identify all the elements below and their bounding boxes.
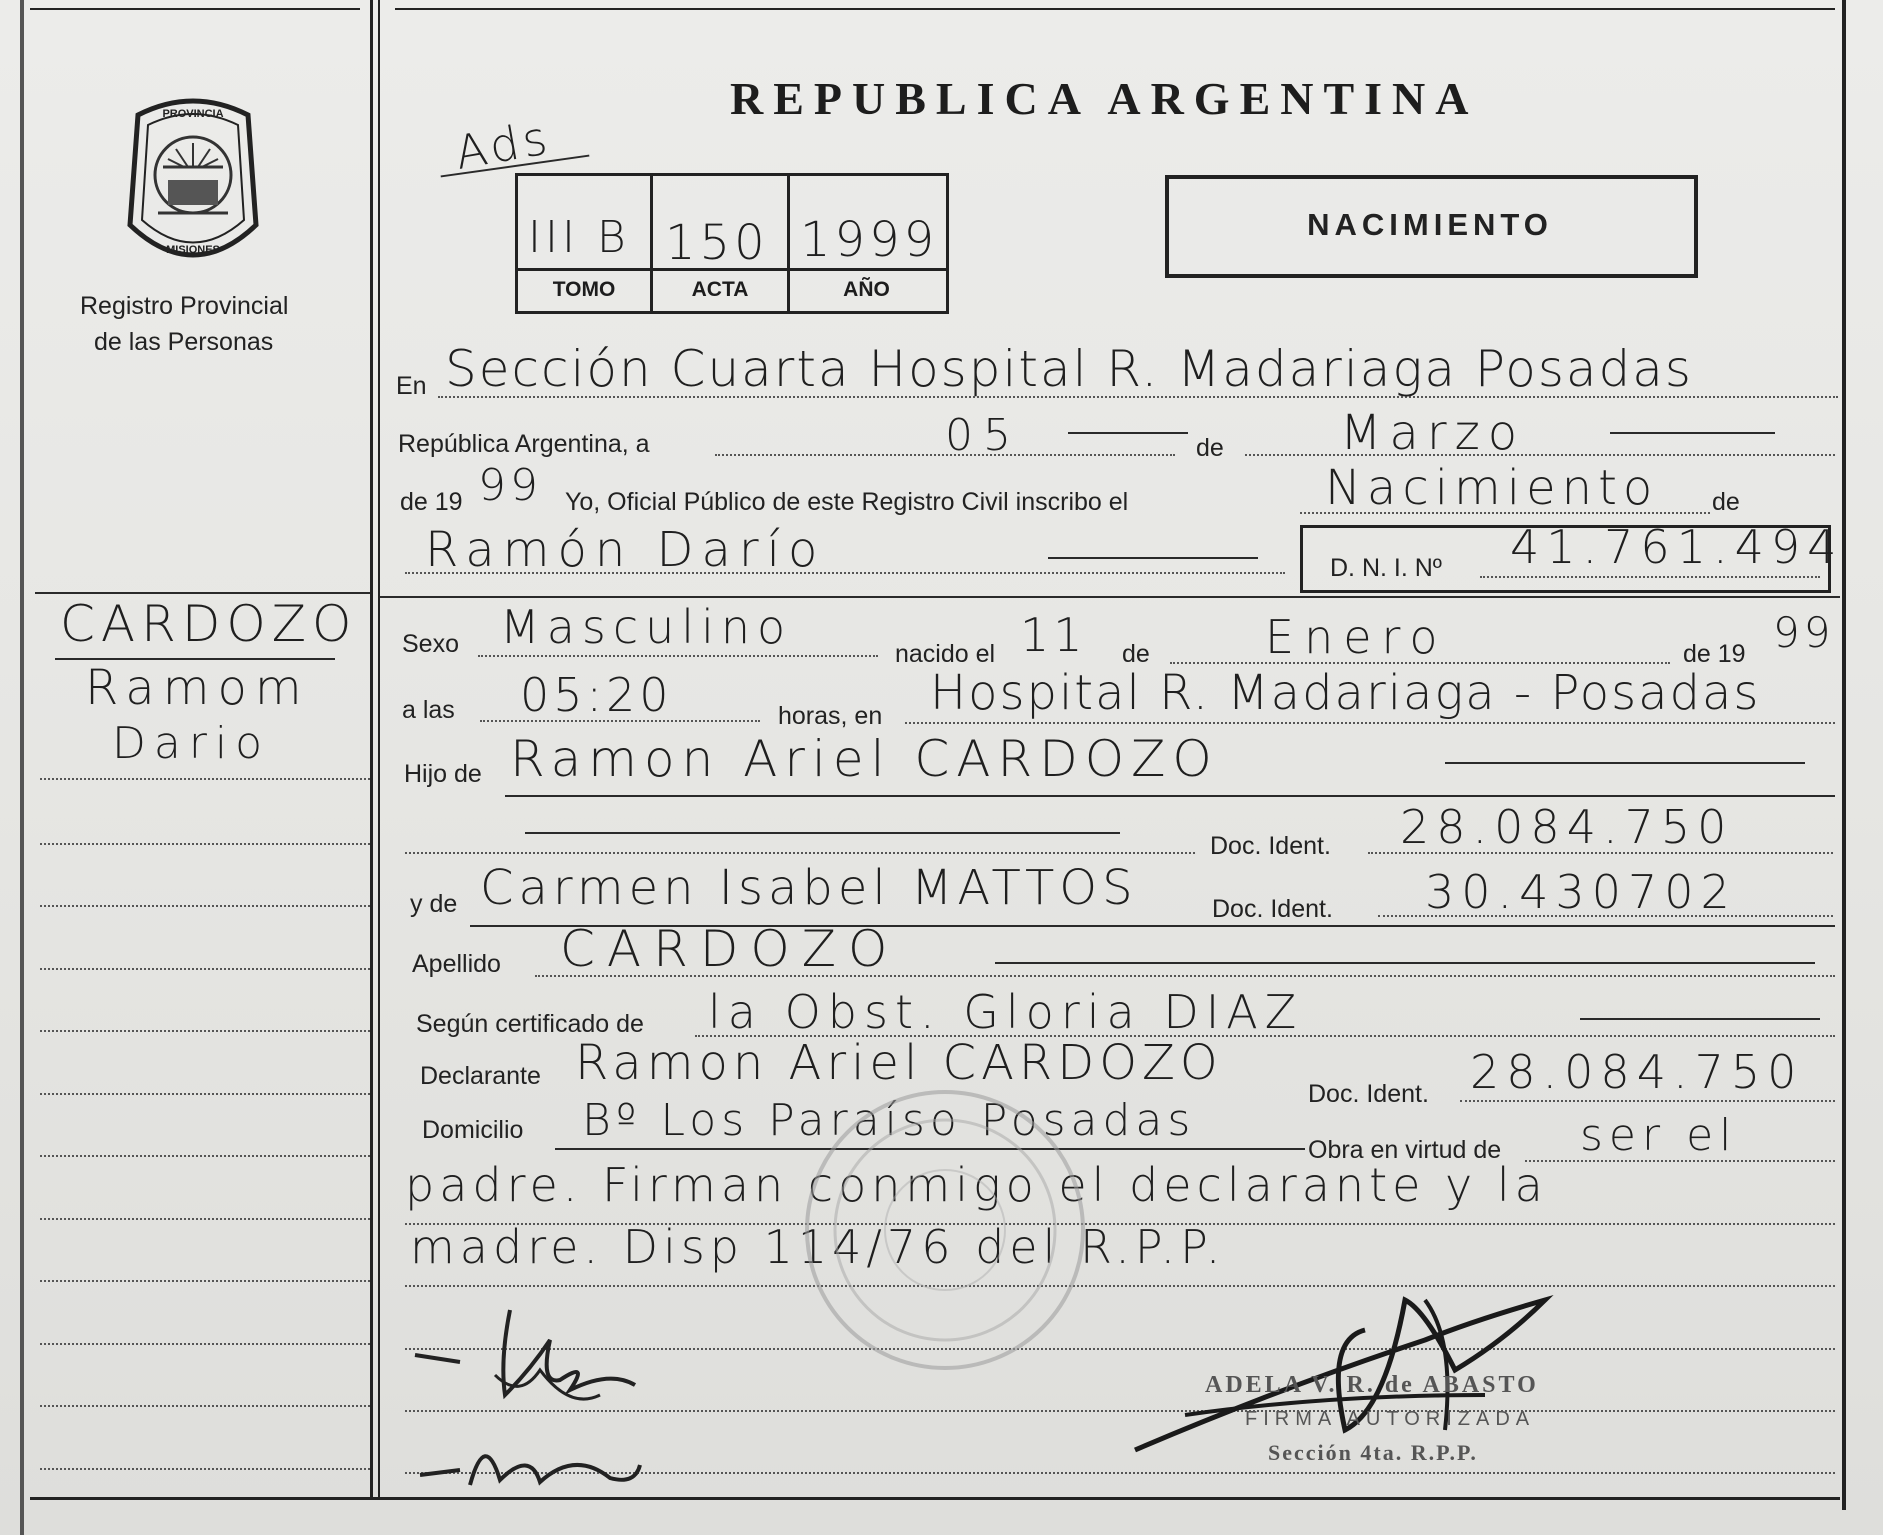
label-sexo: Sexo [402,630,459,658]
field-acto: Nacimiento [1325,460,1659,516]
margin-dots [40,1030,370,1032]
field-dia: 05 [945,410,1021,461]
field-nac-anio: 99 [1773,608,1835,657]
dots-declarante-doc [1460,1100,1835,1102]
field-sexo: Masculino [500,600,793,654]
margin-dots [40,778,370,780]
padre-dash [1445,762,1805,764]
label-yo: Yo, Oficial Público de este Registro Civil inscribo el [565,488,1129,516]
apellido-dash [995,962,1815,964]
label-nacido: nacido el [895,640,996,668]
registry-stamp-icon [795,1080,1095,1380]
margin-dots [40,843,370,845]
field-obra: ser el [1580,1110,1738,1161]
dots-sexo [478,655,878,657]
label-domicilio: Domicilio [422,1116,524,1144]
margin-dots [40,1218,370,1220]
field-nac-mes: Enero [1265,610,1448,664]
seal-bottom-text: MISIONES [166,244,220,256]
label-republica: República Argentina, a [398,430,650,458]
label-de2: de [1122,640,1150,668]
margin-name2: Dario [112,718,271,769]
acta-label: ACTA [691,278,749,301]
margin-dots [40,905,370,907]
field-certificado: la Obst. Gloria DIAZ [708,985,1304,1039]
field-obs1: padre. Firman conmigo el declarante y la [405,1158,1548,1212]
label-obra: Obra en virtud de [1308,1136,1502,1164]
label-de-after: de [1712,488,1740,516]
field-padre: Ramon Ariel CARDOZO [510,730,1219,788]
label-dni: D. N. I. Nº [1330,554,1442,582]
dia-dash [1068,432,1188,434]
tomo-value: III B [528,212,630,263]
dots-obs2 [405,1285,1835,1287]
top-rule-left [30,8,360,10]
registry-name-line1: Registro Provincial [80,292,289,320]
seal-top-text: PROVINCIA [162,108,224,120]
margin-dots [40,1405,370,1407]
section-rule [380,596,1840,598]
label-alas: a las [402,696,455,724]
stamp-line2: FIRMA AUTORIZADA [1245,1408,1536,1430]
mes-dash [1610,432,1775,434]
field-mes: Marzo [1340,405,1526,461]
label-de19: de 19 [400,488,463,516]
annotation-ads: Ads [451,110,555,180]
label-apellido: Apellido [412,950,501,978]
ano-value: 1999 [800,212,939,268]
dots-lugar [905,722,1835,724]
field-apellido: CARDOZO [560,920,900,978]
top-rule-right [395,8,1835,10]
label-de19b: de 19 [1683,640,1746,668]
margin-dots [40,1155,370,1157]
field-obs2: madre. Disp 114/76 del R.P.P. [410,1220,1226,1274]
field-domicilio: Bº Los Paraíso Posadas [582,1095,1196,1146]
rule-padre [505,795,1835,797]
ano-label: AÑO [843,278,890,301]
dots-nombre [405,572,1285,574]
signature-declarante-icon [400,1300,660,1500]
acta-value: 150 [665,215,769,271]
field-seccion: Sección Cuarta Hospital R. Madariaga Posadas [445,340,1693,398]
margin-dots [40,1093,370,1095]
dots-dni [1480,576,1820,578]
field-padre-doc: 28.084.750 [1400,800,1734,854]
field-nac-dia: 11 [1020,608,1087,662]
field-nombre: Ramón Darío [425,522,826,578]
field-anio-reg: 99 [478,460,542,511]
label-de: de [1196,434,1224,462]
province-seal-icon [118,95,268,270]
label-declarante-doc: Doc. Ident. [1308,1080,1429,1108]
label-declarante: Declarante [420,1062,541,1090]
registry-name-line2: de las Personas [94,328,274,356]
dots-padre-cont [405,852,1195,854]
nombre-dash [1048,557,1258,559]
document-type: NACIMIENTO [1307,207,1553,242]
stamp-line1: ADELA V. R. de ABASTO [1205,1372,1539,1398]
right-border [1842,0,1846,1510]
left-edge-line [20,0,24,1535]
margin-name1: Ramom [85,660,310,716]
label-madre-doc: Doc. Ident. [1212,895,1333,923]
label-hijo: Hijo de [404,760,482,788]
tomo-label: TOMO [552,278,616,301]
stamp-line3: Sección 4ta. R.P.P. [1268,1440,1478,1465]
label-segun: Según certificado de [416,1010,644,1038]
padre-cont-dash [525,832,1120,834]
dots-mes [1245,454,1835,456]
certificado-dash [1580,1018,1820,1020]
field-hora: 05:20 [520,668,673,722]
field-lugar: Hospital R. Madariaga - Posadas [930,665,1761,721]
field-dni: 41.761.494 [1510,520,1844,574]
margin-divider-left [370,0,373,1500]
field-declarante-doc: 28.084.750 [1470,1045,1804,1099]
margin-dots [40,1468,370,1470]
bottom-rule [30,1497,1840,1500]
country-title: REPUBLICA ARGENTINA [730,73,1479,124]
margin-surname: CARDOZO [60,595,358,653]
label-yde: y de [410,890,458,918]
label-padre-doc: Doc. Ident. [1210,832,1331,860]
field-madre-doc: 30.430702 [1425,865,1737,919]
margin-dots [40,1343,370,1345]
label-horas: horas, en [778,702,883,730]
field-madre: Carmen Isabel MATTOS [480,860,1138,916]
margin-top-rule [35,592,370,594]
label-en: En [396,372,427,400]
margin-dots [40,1280,370,1282]
field-declarante: Ramon Ariel CARDOZO [575,1035,1223,1091]
margin-dots [40,968,370,970]
margin-divider-right [378,0,380,1500]
